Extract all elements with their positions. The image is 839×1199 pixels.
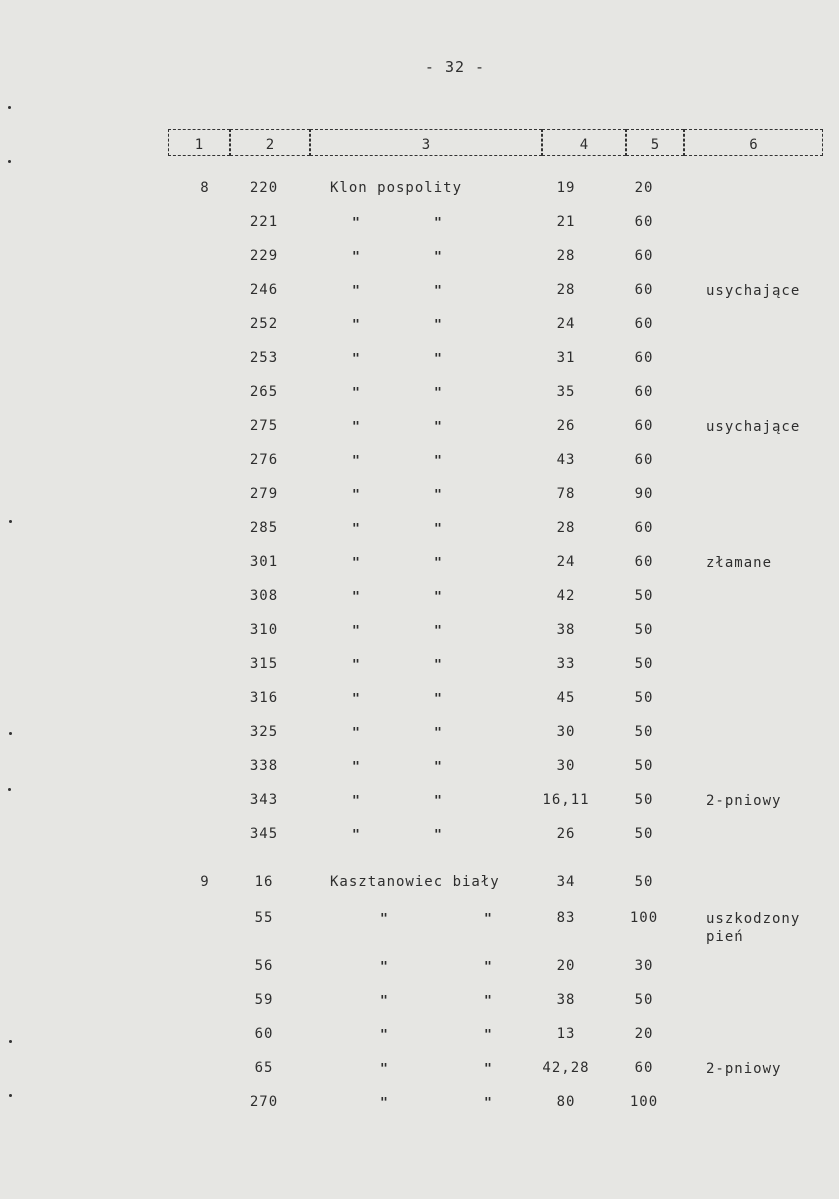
ditto-mark: ": [434, 692, 442, 707]
ditto-mark: ": [434, 488, 442, 503]
cell-col-5: 60: [634, 316, 654, 332]
ditto-mark: ": [434, 454, 442, 469]
cell-col-4: 16,11: [542, 792, 590, 808]
scan-speck: [8, 160, 11, 163]
cell-col-6: usychające: [706, 283, 801, 299]
cell-col-2: 345: [249, 826, 279, 842]
ditto-mark: ": [380, 994, 388, 1009]
cell-col-6: złamane: [706, 555, 773, 571]
ditto-mark: ": [352, 658, 360, 673]
cell-col-2: 301: [249, 554, 279, 570]
cell-col-2: 55: [254, 910, 274, 926]
header-col-5: 5: [626, 129, 684, 156]
scan-speck: [9, 520, 12, 523]
ditto-mark: ": [380, 912, 388, 927]
ditto-mark: ": [484, 994, 492, 1009]
header-col-1: 1: [168, 129, 230, 156]
ditto-mark: ": [434, 420, 442, 435]
cell-col-4: 42: [556, 588, 576, 604]
cell-col-5: 30: [634, 958, 654, 974]
cell-col-5: 50: [634, 792, 654, 808]
cell-col-2: 285: [249, 520, 279, 536]
cell-col-2: 252: [249, 316, 279, 332]
cell-col-5: 90: [634, 486, 654, 502]
cell-col-6: uszkodzony pień: [706, 911, 801, 945]
cell-col-4: 38: [556, 622, 576, 638]
cell-col-4: 33: [556, 656, 576, 672]
ditto-mark: ": [352, 284, 360, 299]
scan-speck: [8, 106, 11, 109]
ditto-mark: ": [352, 454, 360, 469]
cell-col-4: 35: [556, 384, 576, 400]
cell-col-5: 60: [634, 554, 654, 570]
ditto-mark: ": [484, 1062, 492, 1077]
ditto-mark: ": [434, 250, 442, 265]
ditto-mark: ": [434, 658, 442, 673]
ditto-mark: ": [352, 352, 360, 367]
cell-col-5: 60: [634, 384, 654, 400]
cell-col-1: 8: [200, 180, 210, 196]
ditto-mark: ": [434, 760, 442, 775]
header-col-3: 3: [310, 129, 542, 156]
cell-col-5: 100: [629, 910, 659, 926]
ditto-mark: ": [434, 522, 442, 537]
ditto-mark: ": [434, 284, 442, 299]
cell-col-4: 42,28: [542, 1060, 590, 1076]
scan-speck: [9, 1094, 12, 1097]
cell-col-3: Klon pospolity: [330, 180, 463, 196]
cell-col-2: 275: [249, 418, 279, 434]
header-col-6: 6: [684, 129, 823, 156]
cell-col-4: 83: [556, 910, 576, 926]
scan-speck: [9, 732, 12, 735]
ditto-mark: ": [484, 1028, 492, 1043]
ditto-mark: ": [380, 1096, 388, 1111]
cell-col-2: 316: [249, 690, 279, 706]
page-number: - 32 -: [424, 58, 486, 76]
cell-col-6: 2-pniowy: [706, 1061, 782, 1077]
cell-col-5: 60: [634, 452, 654, 468]
cell-col-4: 38: [556, 992, 576, 1008]
cell-col-5: 50: [634, 588, 654, 604]
cell-col-2: 221: [249, 214, 279, 230]
cell-col-2: 315: [249, 656, 279, 672]
ditto-mark: ": [484, 912, 492, 927]
cell-col-6: 2-pniowy: [706, 793, 782, 809]
ditto-mark: ": [434, 216, 442, 231]
cell-col-2: 59: [254, 992, 274, 1008]
cell-col-5: 20: [634, 180, 654, 196]
cell-col-2: 310: [249, 622, 279, 638]
cell-col-5: 50: [634, 690, 654, 706]
ditto-mark: ": [484, 1096, 492, 1111]
cell-col-4: 78: [556, 486, 576, 502]
cell-col-2: 16: [254, 874, 274, 890]
cell-col-4: 24: [556, 316, 576, 332]
cell-col-5: 60: [634, 282, 654, 298]
ditto-mark: ": [352, 760, 360, 775]
cell-col-4: 45: [556, 690, 576, 706]
scan-speck: [9, 1040, 12, 1043]
cell-col-4: 28: [556, 282, 576, 298]
ditto-mark: ": [352, 828, 360, 843]
cell-col-4: 26: [556, 418, 576, 434]
cell-col-3: Kasztanowiec biały: [330, 874, 500, 890]
ditto-mark: ": [352, 692, 360, 707]
cell-col-5: 60: [634, 350, 654, 366]
ditto-mark: ": [352, 250, 360, 265]
cell-col-2: 220: [249, 180, 279, 196]
cell-col-4: 30: [556, 758, 576, 774]
ditto-mark: ": [352, 318, 360, 333]
cell-col-4: 28: [556, 520, 576, 536]
cell-col-4: 34: [556, 874, 576, 890]
ditto-mark: ": [352, 624, 360, 639]
ditto-mark: ": [352, 794, 360, 809]
ditto-mark: ": [352, 386, 360, 401]
ditto-mark: ": [434, 352, 442, 367]
cell-col-2: 276: [249, 452, 279, 468]
cell-col-6: usychające: [706, 419, 801, 435]
cell-col-2: 270: [249, 1094, 279, 1110]
cell-col-1: 9: [200, 874, 210, 890]
ditto-mark: ": [352, 216, 360, 231]
ditto-mark: ": [484, 960, 492, 975]
ditto-mark: ": [380, 1028, 388, 1043]
cell-col-2: 65: [254, 1060, 274, 1076]
cell-col-2: 325: [249, 724, 279, 740]
cell-col-2: 60: [254, 1026, 274, 1042]
cell-col-4: 19: [556, 180, 576, 196]
cell-col-2: 229: [249, 248, 279, 264]
cell-col-4: 21: [556, 214, 576, 230]
cell-col-5: 50: [634, 724, 654, 740]
scan-speck: [8, 788, 11, 791]
ditto-mark: ": [434, 590, 442, 605]
ditto-mark: ": [434, 828, 442, 843]
ditto-mark: ": [434, 794, 442, 809]
cell-col-4: 43: [556, 452, 576, 468]
cell-col-5: 50: [634, 992, 654, 1008]
cell-col-5: 50: [634, 874, 654, 890]
cell-col-5: 50: [634, 758, 654, 774]
ditto-mark: ": [352, 726, 360, 741]
ditto-mark: ": [380, 960, 388, 975]
cell-col-4: 13: [556, 1026, 576, 1042]
ditto-mark: ": [434, 318, 442, 333]
cell-col-5: 50: [634, 622, 654, 638]
cell-col-5: 100: [629, 1094, 659, 1110]
cell-col-2: 246: [249, 282, 279, 298]
ditto-mark: ": [352, 420, 360, 435]
cell-col-4: 20: [556, 958, 576, 974]
cell-col-5: 60: [634, 418, 654, 434]
cell-col-5: 60: [634, 248, 654, 264]
ditto-mark: ": [380, 1062, 388, 1077]
cell-col-2: 265: [249, 384, 279, 400]
ditto-mark: ": [352, 556, 360, 571]
cell-col-5: 60: [634, 214, 654, 230]
cell-col-2: 56: [254, 958, 274, 974]
cell-col-2: 338: [249, 758, 279, 774]
cell-col-2: 343: [249, 792, 279, 808]
cell-col-5: 60: [634, 520, 654, 536]
cell-col-2: 253: [249, 350, 279, 366]
cell-col-4: 26: [556, 826, 576, 842]
header-col-2: 2: [230, 129, 310, 156]
cell-col-4: 24: [556, 554, 576, 570]
ditto-mark: ": [434, 556, 442, 571]
cell-col-5: 50: [634, 826, 654, 842]
ditto-mark: ": [434, 386, 442, 401]
cell-col-2: 279: [249, 486, 279, 502]
ditto-mark: ": [352, 522, 360, 537]
cell-col-5: 50: [634, 656, 654, 672]
cell-col-2: 308: [249, 588, 279, 604]
cell-col-5: 20: [634, 1026, 654, 1042]
cell-col-4: 31: [556, 350, 576, 366]
cell-col-5: 60: [634, 1060, 654, 1076]
ditto-mark: ": [352, 590, 360, 605]
cell-col-4: 28: [556, 248, 576, 264]
cell-col-4: 80: [556, 1094, 576, 1110]
ditto-mark: ": [434, 624, 442, 639]
ditto-mark: ": [352, 488, 360, 503]
header-col-4: 4: [542, 129, 626, 156]
ditto-mark: ": [434, 726, 442, 741]
cell-col-4: 30: [556, 724, 576, 740]
